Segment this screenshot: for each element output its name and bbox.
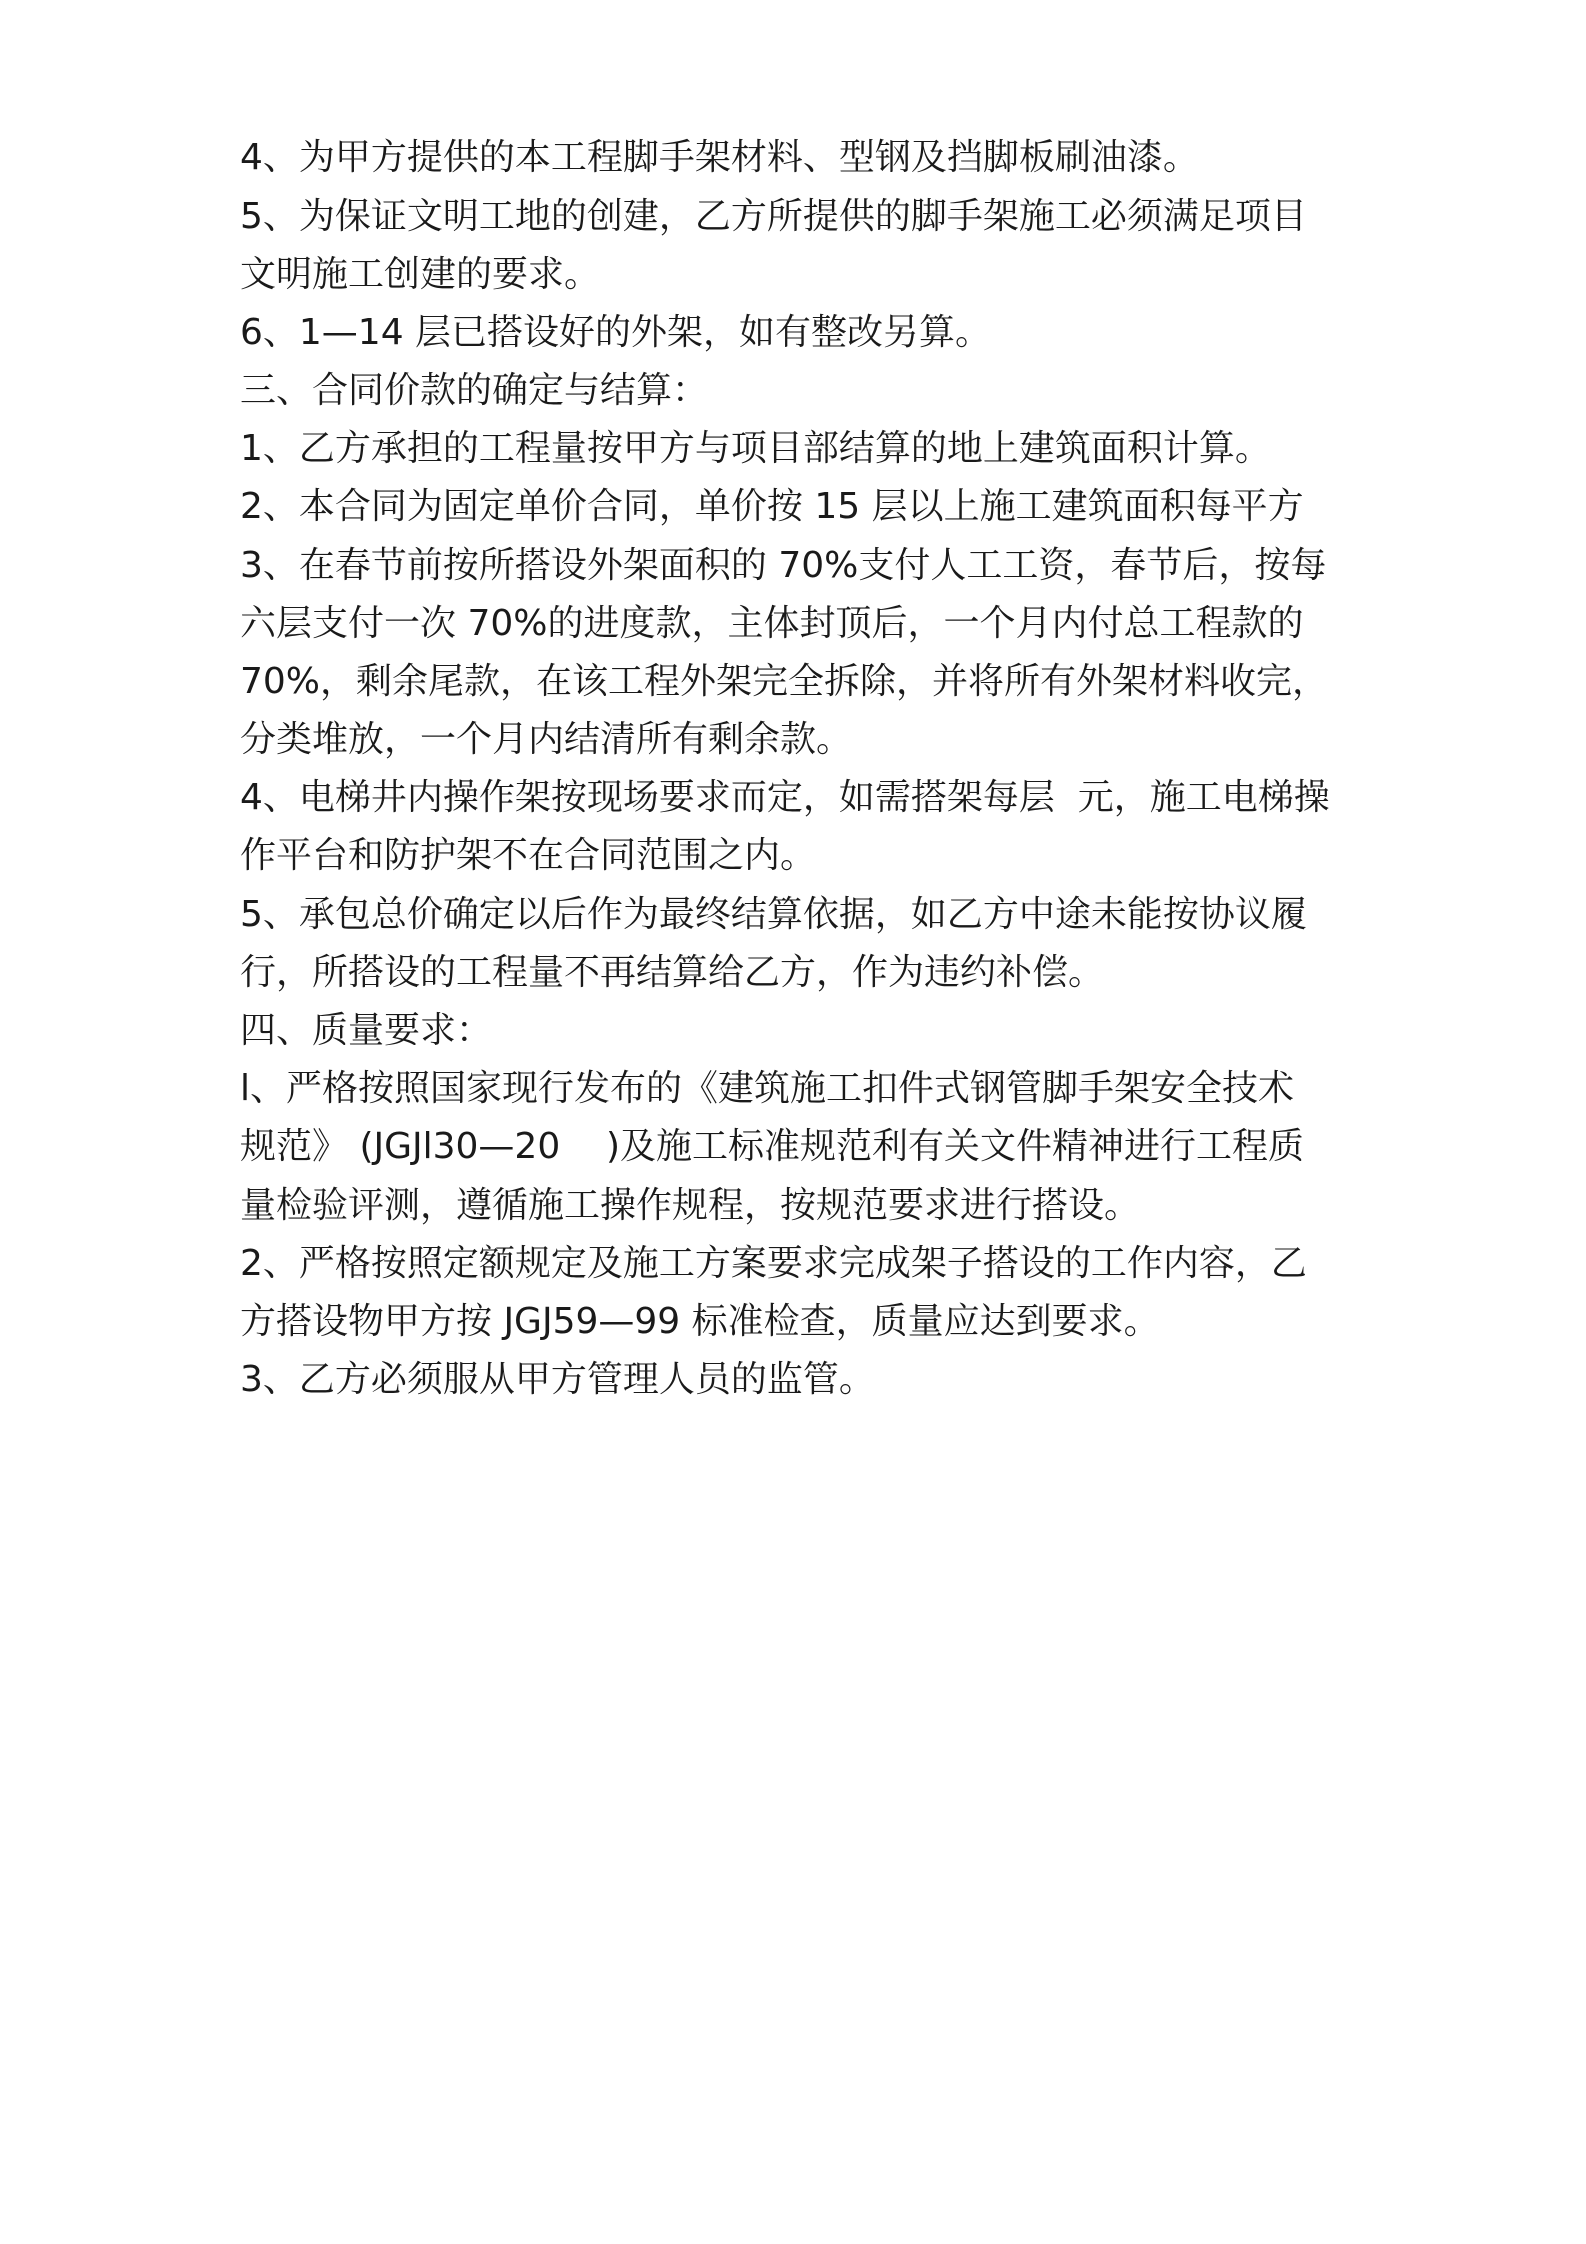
text-line: 文明施工创建的要求。 <box>240 254 601 295</box>
text-line: 分类堆放，一个月内结清所有剩余款。 <box>240 719 853 760</box>
text-line: 70%，剩余尾款，在该工程外架完全拆除，并将所有外架材料收完， <box>240 661 1329 702</box>
text-line: 2、严格按照定额规定及施工方案要求完成架子搭设的工作内容，乙 <box>240 1243 1307 1284</box>
text-line: 规范》 (JGJl30—20 )及施工标准规范利有关文件精神进行工程质 <box>240 1126 1305 1167</box>
text-line: 行，所搭设的工程量不再结算给乙方，作为违约补偿。 <box>240 952 1105 993</box>
text-line: l、严格按照国家现行发布的《建筑施工扣件式钢管脚手架安全技术 <box>240 1068 1295 1109</box>
text-line: 5、承包总价确定以后作为最终结算依据，如乙方中途未能按协议履 <box>240 894 1307 935</box>
text-line: 2、本合同为固定单价合同，单价按 15 层以上施工建筑面积每平方 <box>240 486 1304 527</box>
section-heading: 三、合同价款的确定与结算： <box>240 370 709 411</box>
text-line: 4、为甲方提供的本工程脚手架材料、型钢及挡脚板刷油漆。 <box>240 137 1199 178</box>
text-line: 1、乙方承担的工程量按甲方与项目部结算的地上建筑面积计算。 <box>240 428 1271 469</box>
text-line: 4、电梯井内操作架按现场要求而定，如需搭架每层 元，施工电梯操 <box>240 777 1330 818</box>
text-line: 3、在春节前按所搭设外架面积的 70%支付人工工资，春节后，按每 <box>240 545 1327 586</box>
text-line: 六层支付一次 70%的进度款，主体封顶后，一个月内付总工程款的 <box>240 603 1304 644</box>
section-heading: 四、质量要求： <box>240 1010 493 1051</box>
text-line: 6、1—14 层已搭设好的外架，如有整改另算。 <box>240 312 992 353</box>
text-line: 作平台和防护架不在合同范围之内。 <box>240 835 817 876</box>
text-line: 方搭设物甲方按 JGJ59—99 标准检查，质量应达到要求。 <box>240 1301 1160 1342</box>
text-line: 3、乙方必须服从甲方管理人员的监管。 <box>240 1359 875 1400</box>
text-line: 5、为保证文明工地的创建，乙方所提供的脚手架施工必须满足项目 <box>240 196 1307 237</box>
text-line: 量检验评测，遵循施工操作规程，按规范要求进行搭设。 <box>240 1185 1141 1226</box>
